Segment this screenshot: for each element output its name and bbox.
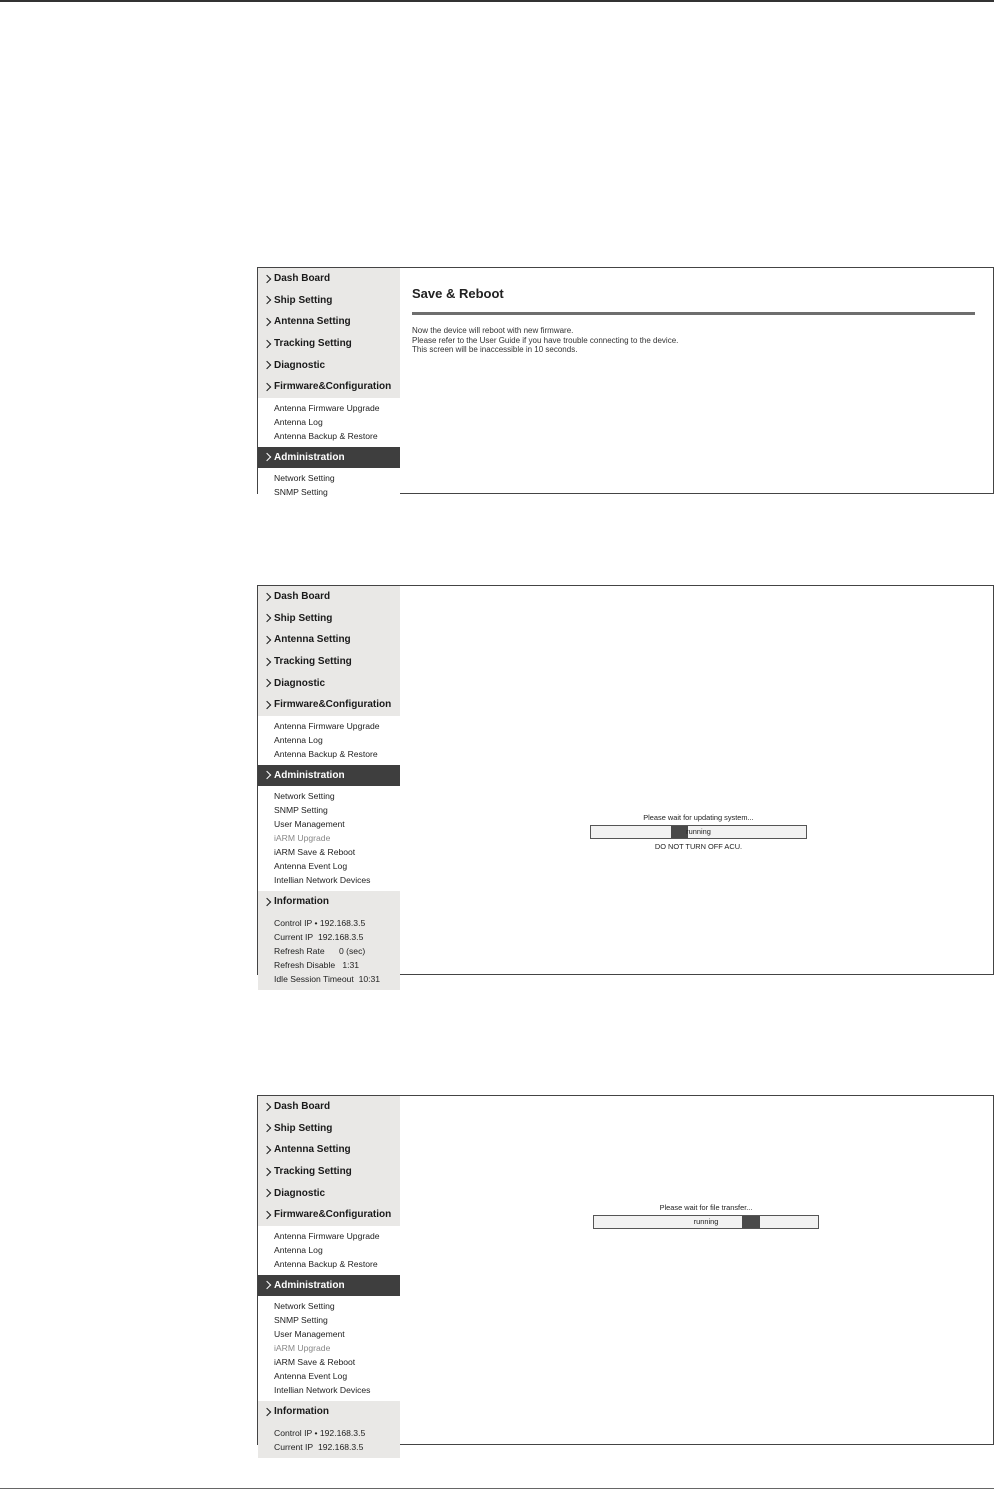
nav-diagnostic[interactable]: Diagnostic: [258, 1182, 400, 1204]
info-control-ip: Control IP • 192.168.3.5: [274, 1427, 366, 1438]
nav-firmware-configuration[interactable]: Firmware&Configuration: [258, 1204, 400, 1226]
nav-tracking-setting[interactable]: Tracking Setting: [258, 1161, 400, 1183]
submenu-intellian-network-devices[interactable]: Intellian Network Devices: [274, 1385, 371, 1396]
message-line: Now the device will reboot with new firmware.: [412, 326, 574, 335]
chevron-right-icon: [263, 383, 271, 391]
info-current-ip: Current IP 192.168.3.5: [274, 1441, 364, 1452]
nav-antenna-setting[interactable]: Antenna Setting: [258, 311, 400, 333]
screenshot-file-transfer: [257, 1095, 994, 1452]
chevron-right-icon: [263, 296, 271, 304]
submenu-snmp-setting[interactable]: SNMP Setting: [274, 1315, 328, 1326]
submenu-user-management[interactable]: User Management: [274, 1329, 345, 1340]
submenu-network-setting[interactable]: Network Setting: [274, 1301, 335, 1312]
chevron-right-icon: [263, 614, 271, 622]
administration-submenu: [258, 786, 400, 891]
chevron-right-icon: [263, 1281, 271, 1289]
chevron-right-icon: [263, 453, 271, 461]
firmware-submenu: [258, 716, 400, 765]
reboot-message: [412, 326, 678, 355]
chevron-right-icon: [263, 771, 271, 779]
message-line: This screen will be inaccessible in 10 seconds.: [412, 345, 578, 355]
nav-administration[interactable]: Administration: [258, 447, 400, 469]
nav-dash-board[interactable]: Dash Board: [258, 1096, 400, 1118]
chevron-right-icon: [263, 275, 271, 283]
submenu-iarm-save-reboot[interactable]: iARM Save & Reboot: [274, 847, 356, 858]
chevron-right-icon: [263, 898, 271, 906]
progress-warning: DO NOT TURN OFF ACU.: [654, 842, 743, 851]
title-divider: [412, 312, 975, 315]
message-line: Please refer to the User Guide if you have trouble connecting to the device.: [412, 335, 679, 345]
nav-diagnostic[interactable]: Diagnostic: [258, 672, 400, 694]
submenu-iarm-save-reboot[interactable]: iARM Save & Reboot: [274, 1357, 356, 1368]
main-content: [400, 586, 993, 974]
chevron-right-icon: [263, 1124, 271, 1132]
submenu-network-setting[interactable]: Network Setting: [274, 791, 335, 802]
info-refresh-disable: Refresh Disable 1:31: [274, 959, 360, 970]
main-content: [400, 1096, 993, 1444]
update-progress: [590, 813, 807, 851]
screenshot-save-reboot: [257, 267, 994, 498]
nav-ship-setting[interactable]: Ship Setting: [258, 608, 400, 630]
chevron-right-icon: [263, 339, 271, 347]
chevron-right-icon: [263, 593, 271, 601]
chevron-right-icon: [263, 1408, 271, 1416]
submenu-antenna-firmware-upgrade[interactable]: Antenna Firmware Upgrade: [274, 720, 380, 731]
submenu-iarm-upgrade[interactable]: iARM Upgrade: [274, 1343, 331, 1354]
information-panel: [258, 913, 400, 990]
page-bottom-rule: [0, 1488, 994, 1489]
submenu-iarm-upgrade[interactable]: iARM Upgrade: [274, 833, 331, 844]
submenu-antenna-backup-restore[interactable]: Antenna Backup & Restore: [274, 430, 378, 441]
chevron-right-icon: [263, 318, 271, 326]
submenu-antenna-backup-restore[interactable]: Antenna Backup & Restore: [274, 748, 378, 759]
submenu-antenna-event-log[interactable]: Antenna Event Log: [274, 861, 348, 872]
progress-bar: [590, 825, 807, 839]
nav-antenna-setting[interactable]: Antenna Setting: [258, 1139, 400, 1161]
submenu-antenna-event-log[interactable]: Antenna Event Log: [274, 1371, 348, 1382]
administration-submenu: [258, 1296, 400, 1401]
nav-firmware-configuration[interactable]: Firmware&Configuration: [258, 376, 400, 398]
page-top-rule: [0, 0, 994, 2]
progress-bar: [593, 1215, 819, 1229]
nav-firmware-configuration[interactable]: Firmware&Configuration: [258, 694, 400, 716]
submenu-snmp-setting[interactable]: SNMP Setting: [274, 805, 328, 816]
nav-dash-board[interactable]: Dash Board: [258, 586, 400, 608]
page-title: Save & Reboot: [412, 286, 504, 301]
chevron-right-icon: [263, 701, 271, 709]
info-control-ip: Control IP • 192.168.3.5: [274, 917, 366, 928]
sidebar: [258, 1096, 400, 1452]
submenu-intellian-network-devices[interactable]: Intellian Network Devices: [274, 875, 371, 886]
chevron-right-icon: [263, 361, 271, 369]
submenu-antenna-firmware-upgrade[interactable]: Antenna Firmware Upgrade: [274, 402, 380, 413]
progress-status: running: [693, 1217, 719, 1226]
chevron-right-icon: [263, 1167, 271, 1175]
nav-tracking-setting[interactable]: Tracking Setting: [258, 333, 400, 355]
info-current-ip: Current IP 192.168.3.5: [274, 931, 364, 942]
submenu-antenna-backup-restore[interactable]: Antenna Backup & Restore: [274, 1258, 378, 1269]
info-refresh-rate: Refresh Rate 0 (sec): [274, 945, 366, 956]
chevron-right-icon: [263, 1146, 271, 1154]
nav-diagnostic[interactable]: Diagnostic: [258, 354, 400, 376]
nav-administration[interactable]: Administration: [258, 765, 400, 787]
nav-ship-setting[interactable]: Ship Setting: [258, 290, 400, 312]
nav-administration[interactable]: Administration: [258, 1275, 400, 1297]
chevron-right-icon: [263, 636, 271, 644]
progress-label: Please wait for file transfer...: [659, 1203, 753, 1212]
progress-label: Please wait for updating system...: [643, 813, 754, 822]
sidebar: [258, 586, 400, 984]
chevron-right-icon: [263, 1211, 271, 1219]
chevron-right-icon: [263, 1103, 271, 1111]
submenu-user-management[interactable]: User Management: [274, 819, 345, 830]
nav-information[interactable]: Information: [258, 1401, 400, 1423]
screenshot-updating-system: [257, 585, 994, 984]
firmware-submenu: [258, 398, 400, 447]
nav-information[interactable]: Information: [258, 891, 400, 913]
submenu-antenna-log[interactable]: Antenna Log: [274, 1244, 323, 1255]
submenu-network-setting[interactable]: Network Setting: [274, 473, 335, 484]
nav-dash-board[interactable]: Dash Board: [258, 268, 400, 290]
submenu-snmp-setting[interactable]: SNMP Setting: [274, 487, 328, 498]
chevron-right-icon: [263, 679, 271, 687]
progress-status: running: [686, 827, 711, 836]
main-content: [400, 268, 993, 493]
transfer-progress: [593, 1203, 819, 1229]
chevron-right-icon: [263, 657, 271, 665]
info-idle-session-timeout: Idle Session Timeout 10:31: [274, 973, 381, 984]
nav-antenna-setting[interactable]: Antenna Setting: [258, 629, 400, 651]
information-panel: [258, 1423, 400, 1458]
sidebar: [258, 268, 400, 498]
submenu-antenna-log[interactable]: Antenna Log: [274, 734, 323, 745]
nav-tracking-setting[interactable]: Tracking Setting: [258, 651, 400, 673]
nav-ship-setting[interactable]: Ship Setting: [258, 1118, 400, 1140]
submenu-antenna-firmware-upgrade[interactable]: Antenna Firmware Upgrade: [274, 1230, 380, 1241]
chevron-right-icon: [263, 1189, 271, 1197]
firmware-submenu: [258, 1226, 400, 1275]
administration-submenu: [258, 468, 400, 503]
submenu-antenna-log[interactable]: Antenna Log: [274, 416, 323, 427]
